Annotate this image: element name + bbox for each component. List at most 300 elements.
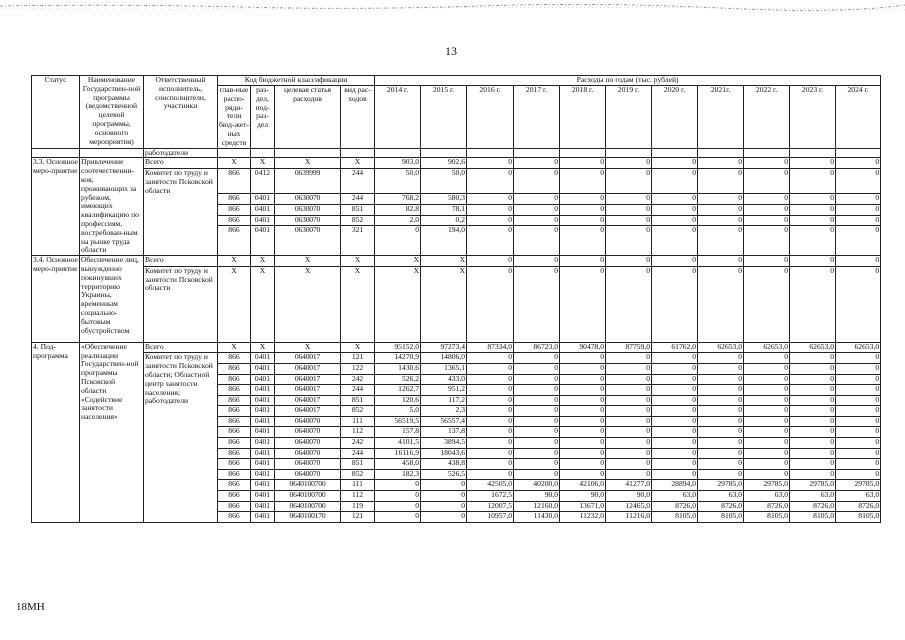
amount-cell: 0 (744, 194, 790, 205)
rzpr-cell: 0401 (251, 226, 275, 256)
rzpr-cell: X (251, 256, 275, 267)
vr-cell: 121 (341, 353, 375, 364)
amount-cell: 0 (421, 512, 467, 523)
amount-cell: 0 (836, 158, 881, 169)
responsible-total-cell: Всего (144, 342, 218, 353)
rzpr-cell: 0401 (251, 427, 275, 438)
carry-over-empty (32, 148, 80, 158)
grbs-cell: X (218, 266, 251, 342)
amount-cell: 0 (606, 256, 652, 267)
amount-cell: 63,0 (652, 491, 698, 502)
amount-cell: 0 (606, 395, 652, 406)
amount-cell: 0 (606, 427, 652, 438)
amount-cell: 0 (421, 501, 467, 512)
amount-cell: 5,0 (375, 406, 421, 417)
table-row (32, 342, 881, 353)
year-header: 2018 г. (560, 86, 606, 149)
amount-cell: 0 (514, 374, 560, 385)
amount-cell: 29785,0 (836, 480, 881, 491)
amount-cell: 12160,0 (514, 501, 560, 512)
grbs-cell: 866 (218, 395, 251, 406)
year-header: 2020 г. (652, 86, 698, 149)
amount-cell: 0 (836, 448, 881, 459)
csr-cell: 0640070 (275, 438, 341, 449)
amount-cell: 0 (698, 459, 744, 470)
grbs-cell: X (218, 256, 251, 267)
vr-cell: X (341, 342, 375, 353)
rzpr-cell: 0401 (251, 469, 275, 480)
budget-table (31, 75, 881, 523)
amount-cell: 433,0 (421, 374, 467, 385)
amount-cell: 40200,0 (514, 480, 560, 491)
amount-cell: 0 (836, 385, 881, 396)
amount-cell: 0 (652, 448, 698, 459)
amount-cell: 0 (744, 168, 790, 193)
amount-cell: 29785,0 (698, 480, 744, 491)
year-header: 2023 г. (790, 86, 836, 149)
amount-cell: 0 (652, 194, 698, 205)
amount-cell: 50,0 (421, 168, 467, 193)
amount-cell: 0 (790, 215, 836, 226)
amount-cell: 0 (467, 363, 514, 374)
amount-cell: 0 (606, 353, 652, 364)
status-header: Статус (32, 76, 80, 149)
table-row (32, 266, 881, 342)
rzpr-cell: 0401 (251, 194, 275, 205)
table-row (32, 256, 881, 267)
amount-cell: 0 (698, 226, 744, 256)
amount-cell: 0 (790, 204, 836, 215)
rzpr-cell: 0401 (251, 416, 275, 427)
rzpr-cell: 0401 (251, 491, 275, 502)
amount-cell: 0 (560, 406, 606, 417)
amount-cell: 0 (652, 158, 698, 169)
csr-cell: X (275, 342, 341, 353)
status-cell: 4. Под-программа (32, 342, 80, 522)
amount-cell: 56519,5 (375, 416, 421, 427)
status-cell: 3.3. Основное меро-приятие (32, 158, 80, 256)
amount-cell: 62653,0 (790, 342, 836, 353)
amount-cell: 0 (652, 438, 698, 449)
amount-cell: 0 (836, 215, 881, 226)
amount-cell: 0 (836, 374, 881, 385)
rzpr-cell: 0401 (251, 385, 275, 396)
amount-cell: 12007,5 (467, 501, 514, 512)
amount-cell: 11430,0 (514, 512, 560, 523)
grbs-cell: 866 (218, 353, 251, 364)
amount-cell: 0 (514, 448, 560, 459)
amount-cell: 0 (790, 266, 836, 342)
amount-cell: 10957,0 (467, 512, 514, 523)
amount-cell: 1262,7 (375, 385, 421, 396)
amount-cell: 0 (744, 448, 790, 459)
amount-cell: 117,2 (421, 395, 467, 406)
amount-cell: 0 (606, 266, 652, 342)
amount-cell: 0 (698, 406, 744, 417)
amount-cell: 0 (467, 353, 514, 364)
amount-cell: 0 (560, 363, 606, 374)
amount-cell: 8726,0 (698, 501, 744, 512)
grbs-cell: 866 (218, 448, 251, 459)
amount-cell: 0 (652, 168, 698, 193)
vr-header: вид рас-ходов (341, 86, 375, 149)
amount-cell: 0 (514, 158, 560, 169)
grbs-cell: 866 (218, 438, 251, 449)
amount-cell: 0 (421, 491, 467, 502)
amount-cell: 8105,0 (698, 512, 744, 523)
name-cell: «Обеспечение реализации Государствен-ной программы Псковской области «Содействие занятости населения» (80, 342, 144, 522)
vr-cell: 244 (341, 168, 375, 193)
grbs-cell: 866 (218, 194, 251, 205)
amount-cell: 0 (514, 226, 560, 256)
amount-cell: 0 (744, 469, 790, 480)
amount-cell: 0 (652, 353, 698, 364)
responsible-total-cell: Всего (144, 158, 218, 169)
amount-cell: 0 (560, 385, 606, 396)
amount-cell: 0 (606, 226, 652, 256)
grbs-cell: 866 (218, 215, 251, 226)
amount-cell: 0 (467, 256, 514, 267)
amount-cell: 0 (698, 363, 744, 374)
grbs-cell: 866 (218, 480, 251, 491)
amount-cell: 0 (560, 204, 606, 215)
amount-cell: 182,3 (375, 469, 421, 480)
amount-cell: 1365,1 (421, 363, 467, 374)
amount-cell: 0 (698, 395, 744, 406)
amount-cell: 0 (790, 158, 836, 169)
csr-cell: X (275, 158, 341, 169)
vr-cell: 321 (341, 226, 375, 256)
amount-cell: 0 (606, 385, 652, 396)
amount-cell: 438,8 (421, 459, 467, 470)
amount-cell: 0 (514, 469, 560, 480)
amount-cell: 0 (606, 438, 652, 449)
year-header: 2019 г. (606, 86, 652, 149)
csr-cell: 0630070 (275, 226, 341, 256)
csr-cell: 0630070 (275, 204, 341, 215)
responsible-cell: Комитет по труду и занятости Псковской области (144, 168, 218, 255)
amount-cell: 0 (606, 459, 652, 470)
amount-cell: 0 (652, 385, 698, 396)
amount-cell: 8726,0 (652, 501, 698, 512)
rzpr-cell: 0401 (251, 459, 275, 470)
amount-cell: 0 (698, 469, 744, 480)
rzpr-cell: X (251, 342, 275, 353)
page-number: 13 (445, 44, 457, 58)
vr-cell: X (341, 266, 375, 342)
grbs-cell: 866 (218, 406, 251, 417)
amount-cell: 0 (467, 194, 514, 205)
grbs-cell: 866 (218, 168, 251, 193)
csr-cell: 0630070 (275, 215, 341, 226)
amount-cell: 0 (652, 416, 698, 427)
amount-cell: X (421, 256, 467, 267)
grbs-cell: X (218, 158, 251, 169)
amount-cell: 0 (790, 194, 836, 205)
amount-cell: 3894,5 (421, 438, 467, 449)
amount-cell: 0 (836, 427, 881, 438)
amount-cell: 63,0 (836, 491, 881, 502)
amount-cell: 0 (790, 374, 836, 385)
amount-cell: 0 (467, 459, 514, 470)
amount-cell: 0 (790, 406, 836, 417)
year-header: 2016 г. (467, 86, 514, 149)
amount-cell: 0 (560, 469, 606, 480)
rzpr-cell: 0401 (251, 501, 275, 512)
amount-cell: 8726,0 (836, 501, 881, 512)
amount-cell: 0 (836, 363, 881, 374)
amount-cell: 0 (790, 416, 836, 427)
amount-cell: 0 (652, 427, 698, 438)
amount-cell: 63,0 (698, 491, 744, 502)
amount-cell: 62653,0 (744, 342, 790, 353)
csr-cell: 0640017 (275, 374, 341, 385)
amount-cell: 0 (560, 158, 606, 169)
grbs-cell: 866 (218, 427, 251, 438)
amount-cell: 0 (744, 204, 790, 215)
amount-cell: 0 (514, 353, 560, 364)
year-header: 2014 г. (375, 86, 421, 149)
rzpr-cell: 0401 (251, 204, 275, 215)
amount-cell: 0,2 (421, 215, 467, 226)
rzpr-cell: 0401 (251, 353, 275, 364)
grbs-cell: 866 (218, 501, 251, 512)
csr-cell: 0640100170 (275, 512, 341, 523)
amount-cell: 29785,0 (744, 480, 790, 491)
amount-cell: 63,0 (790, 491, 836, 502)
amount-cell: 768,2 (375, 194, 421, 205)
amount-cell: 8105,0 (790, 512, 836, 523)
amount-cell: 0 (514, 459, 560, 470)
amount-cell: 8105,0 (744, 512, 790, 523)
grbs-cell: 866 (218, 385, 251, 396)
amount-cell: 0 (606, 204, 652, 215)
amount-cell: 0 (467, 448, 514, 459)
amount-cell: 0 (467, 374, 514, 385)
amount-cell: 0 (790, 469, 836, 480)
amount-cell: 0 (652, 406, 698, 417)
table-row (32, 158, 881, 169)
amount-cell: 0 (560, 395, 606, 406)
amount-cell: 90,0 (560, 491, 606, 502)
amount-cell: 87334,0 (467, 342, 514, 353)
table-row (32, 353, 881, 364)
amount-cell: 0 (560, 438, 606, 449)
amount-cell: 0 (744, 395, 790, 406)
grbs-cell: 866 (218, 459, 251, 470)
amount-cell: 0 (467, 406, 514, 417)
csr-cell: 0640017 (275, 406, 341, 417)
amount-cell: 78,1 (421, 204, 467, 215)
csr-cell: X (275, 266, 341, 342)
grbs-cell: 866 (218, 226, 251, 256)
amount-cell: 0 (606, 469, 652, 480)
amount-cell: 0 (744, 215, 790, 226)
amount-cell: 90478,0 (560, 342, 606, 353)
vr-cell: 851 (341, 395, 375, 406)
vr-cell: 244 (341, 385, 375, 396)
amount-cell: 0 (744, 353, 790, 364)
vr-cell: X (341, 158, 375, 169)
amount-cell: 0 (514, 406, 560, 417)
amount-cell: 1672,5 (467, 491, 514, 502)
amount-cell: 526,2 (375, 374, 421, 385)
amount-cell: 2,3 (421, 406, 467, 417)
amount-cell: 0 (790, 353, 836, 364)
amount-cell: 0 (514, 416, 560, 427)
table-row (32, 168, 881, 193)
amount-cell: 0 (652, 256, 698, 267)
amount-cell: 0 (698, 158, 744, 169)
amount-cell: 903,0 (375, 158, 421, 169)
csr-cell: 0640100700 (275, 501, 341, 512)
amount-cell: 0 (467, 168, 514, 193)
amount-cell: 0 (606, 448, 652, 459)
amount-cell: 0 (467, 416, 514, 427)
amount-cell: 0 (652, 469, 698, 480)
amount-cell: 0 (790, 438, 836, 449)
csr-cell: 0640070 (275, 416, 341, 427)
amount-cell: X (421, 266, 467, 342)
vr-cell: 244 (341, 448, 375, 459)
amount-cell: 0 (606, 194, 652, 205)
name-cell: Обеспечение лиц, вынужденно покинувших территорию Украины, временным социально-бытовым обустройством (80, 256, 144, 343)
amount-cell: 0 (514, 427, 560, 438)
amount-cell: 0 (790, 168, 836, 193)
csr-cell: 0640100700 (275, 480, 341, 491)
csr-cell: 0639999 (275, 168, 341, 193)
rzpr-cell: 0401 (251, 215, 275, 226)
amount-cell: 0 (467, 266, 514, 342)
vr-cell: 242 (341, 374, 375, 385)
amount-cell: 0 (560, 226, 606, 256)
amount-cell: 14270,9 (375, 353, 421, 364)
amount-cell: 0 (514, 215, 560, 226)
grbs-cell: 866 (218, 374, 251, 385)
year-header: 2021г. (698, 86, 744, 149)
csr-cell: X (275, 256, 341, 267)
amount-cell: 0 (606, 168, 652, 193)
footer-code: 18МН (16, 601, 45, 613)
vr-cell: 119 (341, 501, 375, 512)
csr-cell: 0640070 (275, 459, 341, 470)
amount-cell: 0 (744, 427, 790, 438)
amount-cell: 86723,0 (514, 342, 560, 353)
amount-cell: 63,0 (744, 491, 790, 502)
amount-cell: 0 (744, 416, 790, 427)
name-header: Наименование Государствен-ной программы (ведомственной целевой программы, основного мероприятия) (80, 76, 144, 149)
amount-cell: 0 (560, 215, 606, 226)
amount-cell: 0 (836, 266, 881, 342)
amount-cell: 157,8 (375, 427, 421, 438)
vr-cell: 244 (341, 194, 375, 205)
amount-cell: 0 (375, 491, 421, 502)
scan-artifact-line (0, 0, 905, 14)
vr-cell: 852 (341, 406, 375, 417)
amount-cell: 0 (467, 438, 514, 449)
amount-cell: 11232,0 (560, 512, 606, 523)
amount-cell: 0 (514, 438, 560, 449)
responsible-cell: Комитет по труду и занятости Псковской области (144, 266, 218, 342)
amount-cell: 0 (698, 266, 744, 342)
amount-cell: 0 (375, 480, 421, 491)
amount-cell: 0 (467, 204, 514, 215)
amount-cell: 0 (375, 226, 421, 256)
responsible-header: Ответственный исполнитель, соисполнители, участники (144, 76, 218, 149)
amount-cell: 0 (560, 459, 606, 470)
vr-cell: 112 (341, 491, 375, 502)
carry-over-empty (80, 148, 144, 158)
csr-cell: 0630070 (275, 194, 341, 205)
amount-cell: 0 (698, 256, 744, 267)
amount-cell: 4101,5 (375, 438, 421, 449)
csr-cell: 0640017 (275, 395, 341, 406)
amount-cell: 0 (744, 256, 790, 267)
amount-cell: 0 (698, 194, 744, 205)
csr-cell: 0640017 (275, 385, 341, 396)
amount-cell: 0 (606, 158, 652, 169)
amount-cell: 90,0 (606, 491, 652, 502)
amount-cell: 13671,0 (560, 501, 606, 512)
amount-cell: 0 (652, 459, 698, 470)
amount-cell: 82,8 (375, 204, 421, 215)
amount-cell: 0 (467, 395, 514, 406)
amount-cell: 0 (606, 363, 652, 374)
amount-cell: 0 (836, 395, 881, 406)
amount-cell: 0 (790, 459, 836, 470)
amount-cell: 42505,0 (467, 480, 514, 491)
vr-cell: 112 (341, 427, 375, 438)
amount-cell: 0 (652, 363, 698, 374)
amount-cell: 0 (467, 215, 514, 226)
grbs-header: глав-ные распо-ряди-тели бюд-жет-ных средств (219, 85, 249, 147)
amount-cell: 0 (560, 266, 606, 342)
vr-cell: 121 (341, 512, 375, 523)
rzpr-cell: 0401 (251, 480, 275, 491)
amount-cell: 458,0 (375, 459, 421, 470)
amount-cell: 0 (560, 353, 606, 364)
amount-cell: 0 (744, 374, 790, 385)
amount-cell: 0 (560, 194, 606, 205)
grbs-cell: 866 (218, 416, 251, 427)
amount-cell: 11216,0 (606, 512, 652, 523)
amount-cell: 0 (744, 226, 790, 256)
amount-cell: 8726,0 (790, 501, 836, 512)
amount-cell: 0 (514, 194, 560, 205)
amount-cell: 0 (560, 168, 606, 193)
amount-cell: 0 (744, 459, 790, 470)
amount-cell: 61762,0 (652, 342, 698, 353)
amount-cell: 0 (836, 353, 881, 364)
amount-cell: 97273,4 (421, 342, 467, 353)
amount-cell: 0 (514, 204, 560, 215)
rzpr-cell: 0401 (251, 395, 275, 406)
year-header: 2024 г. (836, 86, 881, 149)
amount-cell: 0 (467, 469, 514, 480)
expenses-header: Расходы по годам (тыс. рублей) (375, 76, 881, 86)
amount-cell: 2,0 (375, 215, 421, 226)
year-header: 2022 г. (744, 86, 790, 149)
amount-cell: 12465,0 (606, 501, 652, 512)
csr-cell: 0640070 (275, 427, 341, 438)
amount-cell: 90,0 (514, 491, 560, 502)
rzpr-cell: 0401 (251, 406, 275, 417)
amount-cell: X (375, 256, 421, 267)
amount-cell: 8726,0 (744, 501, 790, 512)
amount-cell: 137,8 (421, 427, 467, 438)
status-cell: 3.4. Основное меро-приятие (32, 256, 80, 343)
year-header: 2017 г. (514, 86, 560, 149)
